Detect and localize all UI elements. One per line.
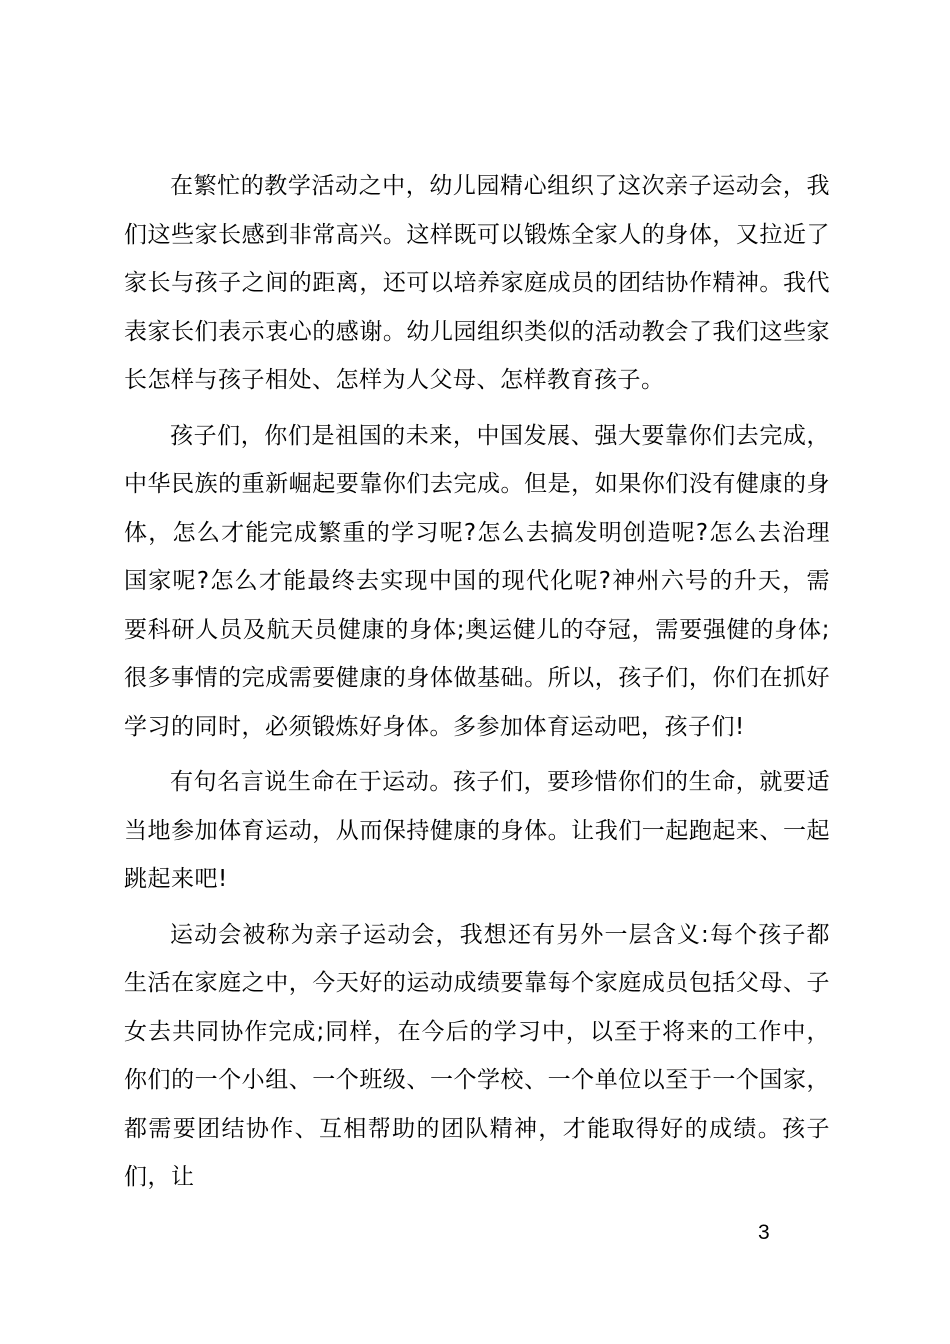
paragraph-3: 有句名言说生命在于运动。孩子们，要珍惜你们的生命，就要适当地参加体育运动，从而保持健康的身体。让我们一起跑起来、一起跳起来吧! [124,769,830,892]
paragraph-1: 在繁忙的教学活动之中，幼儿园精心组织了这次亲子运动会，我们这些家长感到非常高兴。这样既可以锻炼全家人的身体，又拉近了家长与孩子之间的距离，还可以培养家庭成员的团结协作精神。我代表家长们表示衷心的感谢。幼儿园组织类似的活动教会了我们这些家长怎样与孩子相处、怎样为人父母、怎样教育孩子。 [124,173,830,393]
page-number: 3 [758,1221,770,1244]
document-body [124,162,830,1202]
paragraph-4: 运动会被称为亲子运动会，我想还有另外一层含义:每个孩子都生活在家庭之中，今天好的运动成绩要靠每个家庭成员包括父母、子女去共同协作完成;同样，在今后的学习中，以至于将来的工作中，你们的一个小组、一个班级、一个学校、一个单位以至于一个国家，都需要团结协作、互相帮助的团队精神，才能取得好的成绩。孩子们，让 [124,921,830,1190]
paragraph-2: 孩子们，你们是祖国的未来，中国发展、强大要靠你们去完成，中华民族的重新崛起要靠你们去完成。但是，如果你们没有健康的身体，怎么才能完成繁重的学习呢?怎么去搞发明创造呢?怎么去治理国家呢?怎么才能最终去实现中国的现代化呢?神州六号的升天，需要科研人员及航天员健康的身体;奥运健儿的夺冠，需要强健的身体;很多事情的完成需要健康的身体做基础。所以，孩子们，你们在抓好学习的同时，必须锻炼好身体。多参加体育运动吧，孩子们! [124,422,830,740]
